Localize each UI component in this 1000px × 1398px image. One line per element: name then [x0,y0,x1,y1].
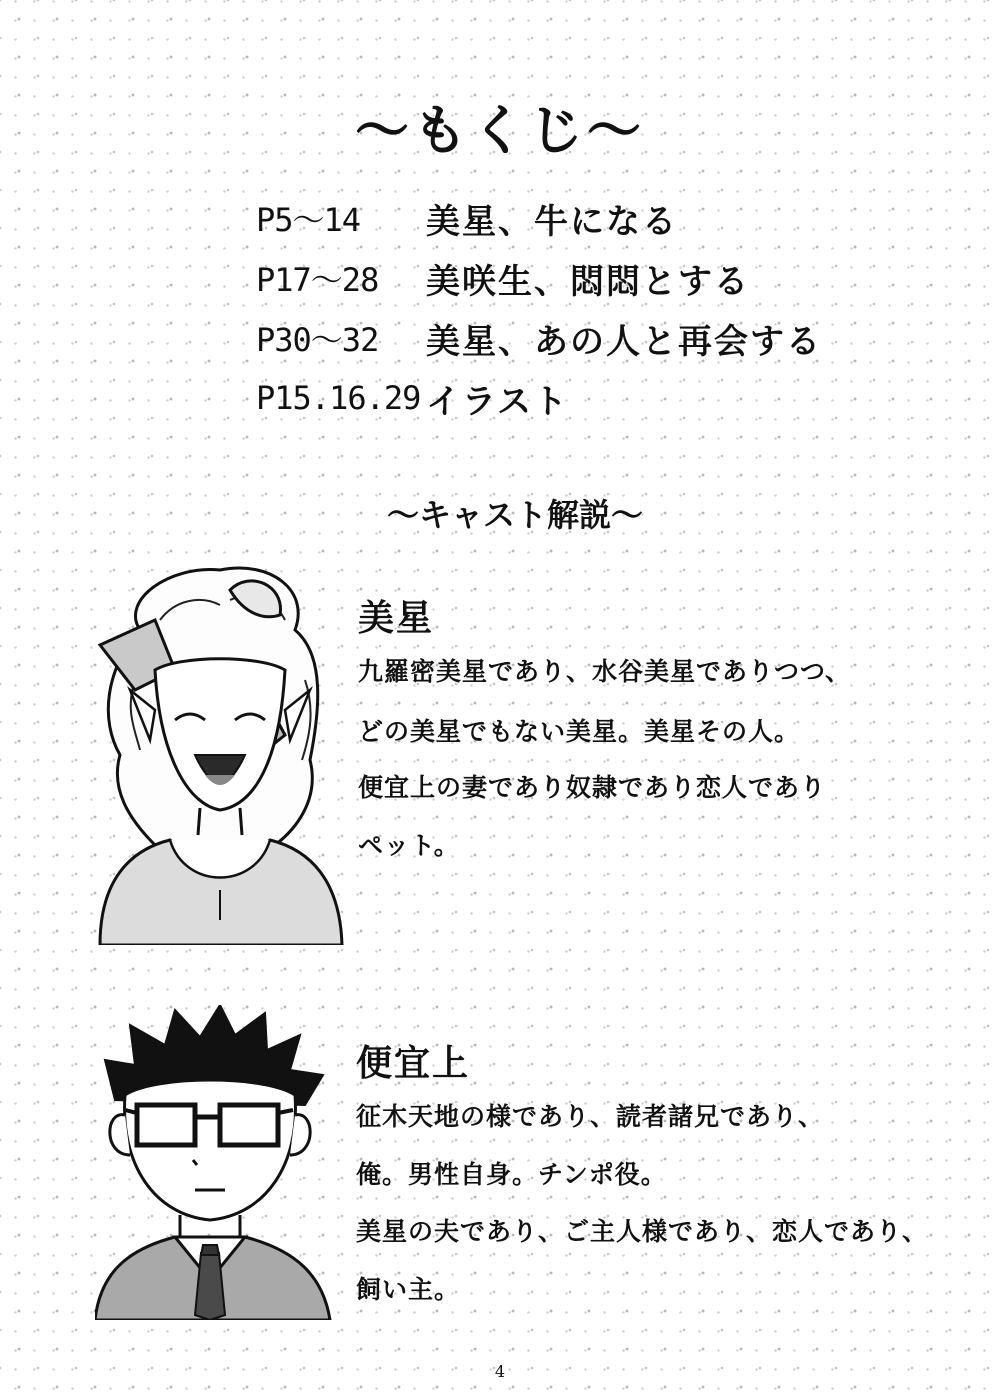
page-title: ～もくじ～ [355,99,645,162]
character-name: 便宜上 [356,1043,471,1084]
character-description-line: 俺。男性自身。チンポ役。 [356,1160,667,1189]
toc-pages: P17～28 [256,261,379,299]
toc-row [256,188,822,248]
toc-pages: P30～32 [256,321,379,359]
toc-title: 美星、あの人と再会する [426,321,822,362]
character-description-line: ペット。 [358,831,460,860]
toc-title: イラスト [426,381,569,422]
character-description-line: 九羅密美星であり、水谷美星でありつつ、 [358,657,852,686]
toc-title: 美星、牛になる [426,201,678,242]
bengijou-illustration [95,1005,335,1320]
toc-row [256,308,822,368]
toc-title: 美咲生、悶悶とする [426,261,750,302]
toc-row [256,368,822,428]
toc-row [256,248,822,308]
mihoshi-illustration [80,560,350,945]
character-description-line: 飼い主。 [356,1275,461,1304]
character-name: 美星 [358,598,435,639]
cast-heading: ～キャスト解説～ [386,496,643,534]
page-number: 4 [494,1362,506,1381]
character-description-line: 便宜上の妻であり奴隷であり恋人であり [358,773,827,802]
character-description-line: 征木天地の様であり、読者諸兄であり、 [356,1102,825,1131]
character-description-line: 美星の夫であり、ご主人様であり、恋人であり、 [356,1217,929,1246]
toc-pages: P15.16.29 [256,379,421,417]
character-description-line: どの美星でもない美星。美星その人。 [358,717,801,746]
toc-pages: P5～14 [256,201,361,239]
table-of-contents [256,188,822,428]
